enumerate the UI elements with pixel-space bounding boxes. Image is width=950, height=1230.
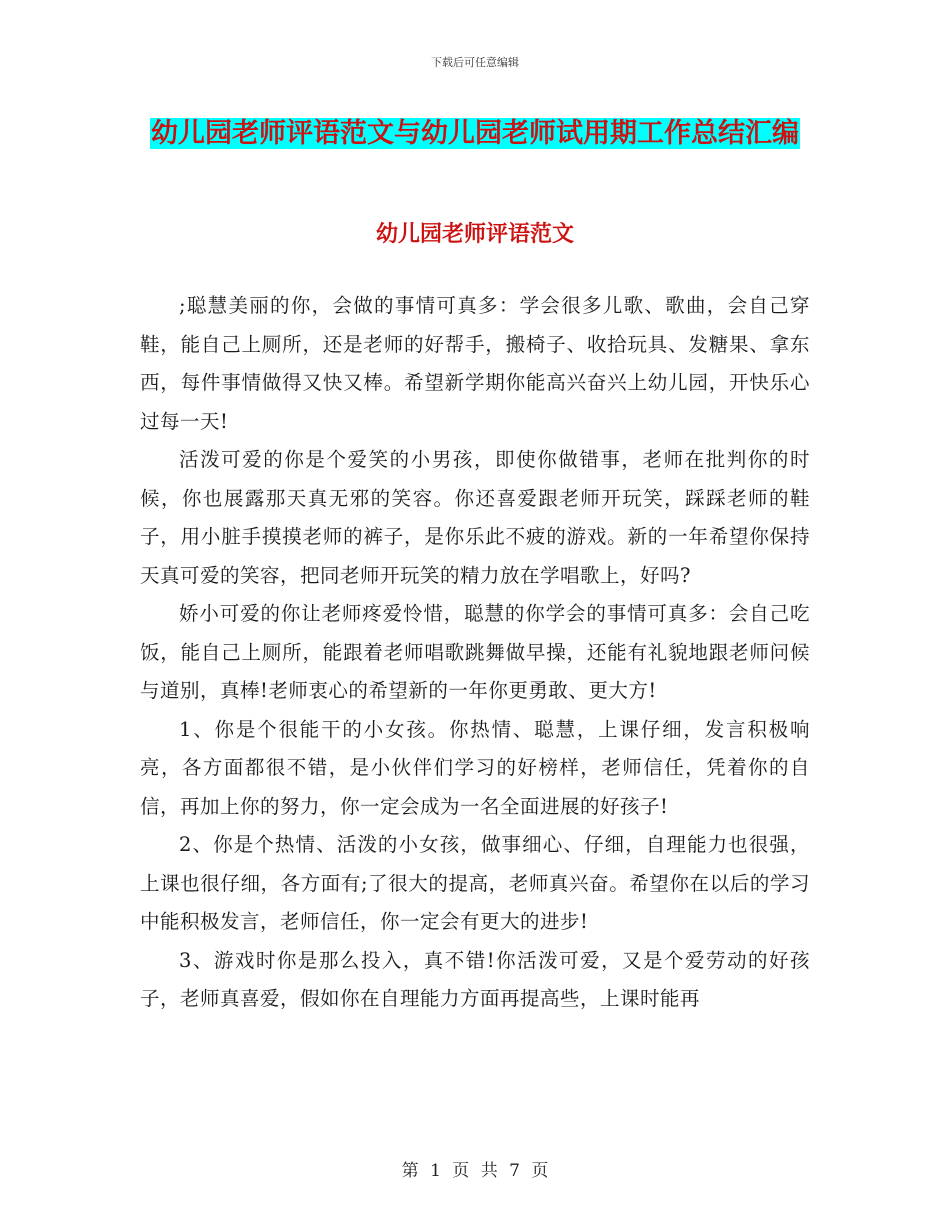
document-title <box>140 108 810 160</box>
paragraph: 活泼可爱的你是个爱笑的小男孩，即使你做错事，老师在批判你的时候，你也展露那天真无邪的笑容。你还喜爱跟老师开玩笑，踩踩老师的鞋子，用小脏手摸摸老师的裤子，是你乐此不疲的游戏。新的一年希望你保持天真可爱的笑容，把同老师开玩笑的精力放在学唱歌上，好吗? <box>140 448 810 587</box>
paragraph: 1、你是个很能干的小女孩。你热情、聪慧，上课仔细，发言积极响亮，各方面都很不错，是小伙伴们学习的好榜样，老师信任，凭着你的自信，再加上你的努力，你一定会成为一名全面进展的好孩子! <box>140 717 810 818</box>
paragraph: 2、你是个热情、活泼的小女孩，做事细心、仔细，自理能力也很强，上课也很仔细，各方面有;了很大的提高，老师真兴奋。希望你在以后的学习中能积极发言，老师信任，你一定会有更大的进步! <box>140 833 810 933</box>
paragraph: ;聪慧美丽的你，会做的事情可真多：学会很多儿歌、歌曲，会自己穿鞋，能自己上厕所，还是老师的好帮手，搬椅子、收拾玩具、发糖果、拿东西，每件事情做得又快又棒。希望新学期你能高兴奋兴上幼儿园，开快乐心过每一天! <box>140 294 810 433</box>
body-text <box>140 287 810 1019</box>
header-note: 下载后可任意编辑 <box>431 56 519 69</box>
paragraph: 娇小可爱的你让老师疼爱怜惜，聪慧的你学会的事情可真多：会自己吃饭，能自己上厕所，能跟着老师唱歌跳舞做早操，还能有礼貌地跟老师问候与道别，真棒!老师衷心的希望新的一年你更勇敢、更大方! <box>140 602 810 702</box>
document-title-text: 幼儿园老师评语范文与幼儿园老师试用期工作总结汇编 <box>151 118 799 149</box>
section-title: 幼儿园老师评语范文 <box>375 222 574 247</box>
page-footer: 第 1 页 共 7 页 <box>401 1161 549 1181</box>
paragraph: 3、游戏时你是那么投入，真不错!你活泼可爱，又是个爱劳动的好孩子，老师真喜爱，假如你在自理能力方面再提高些，上课时能再 <box>140 948 810 1010</box>
